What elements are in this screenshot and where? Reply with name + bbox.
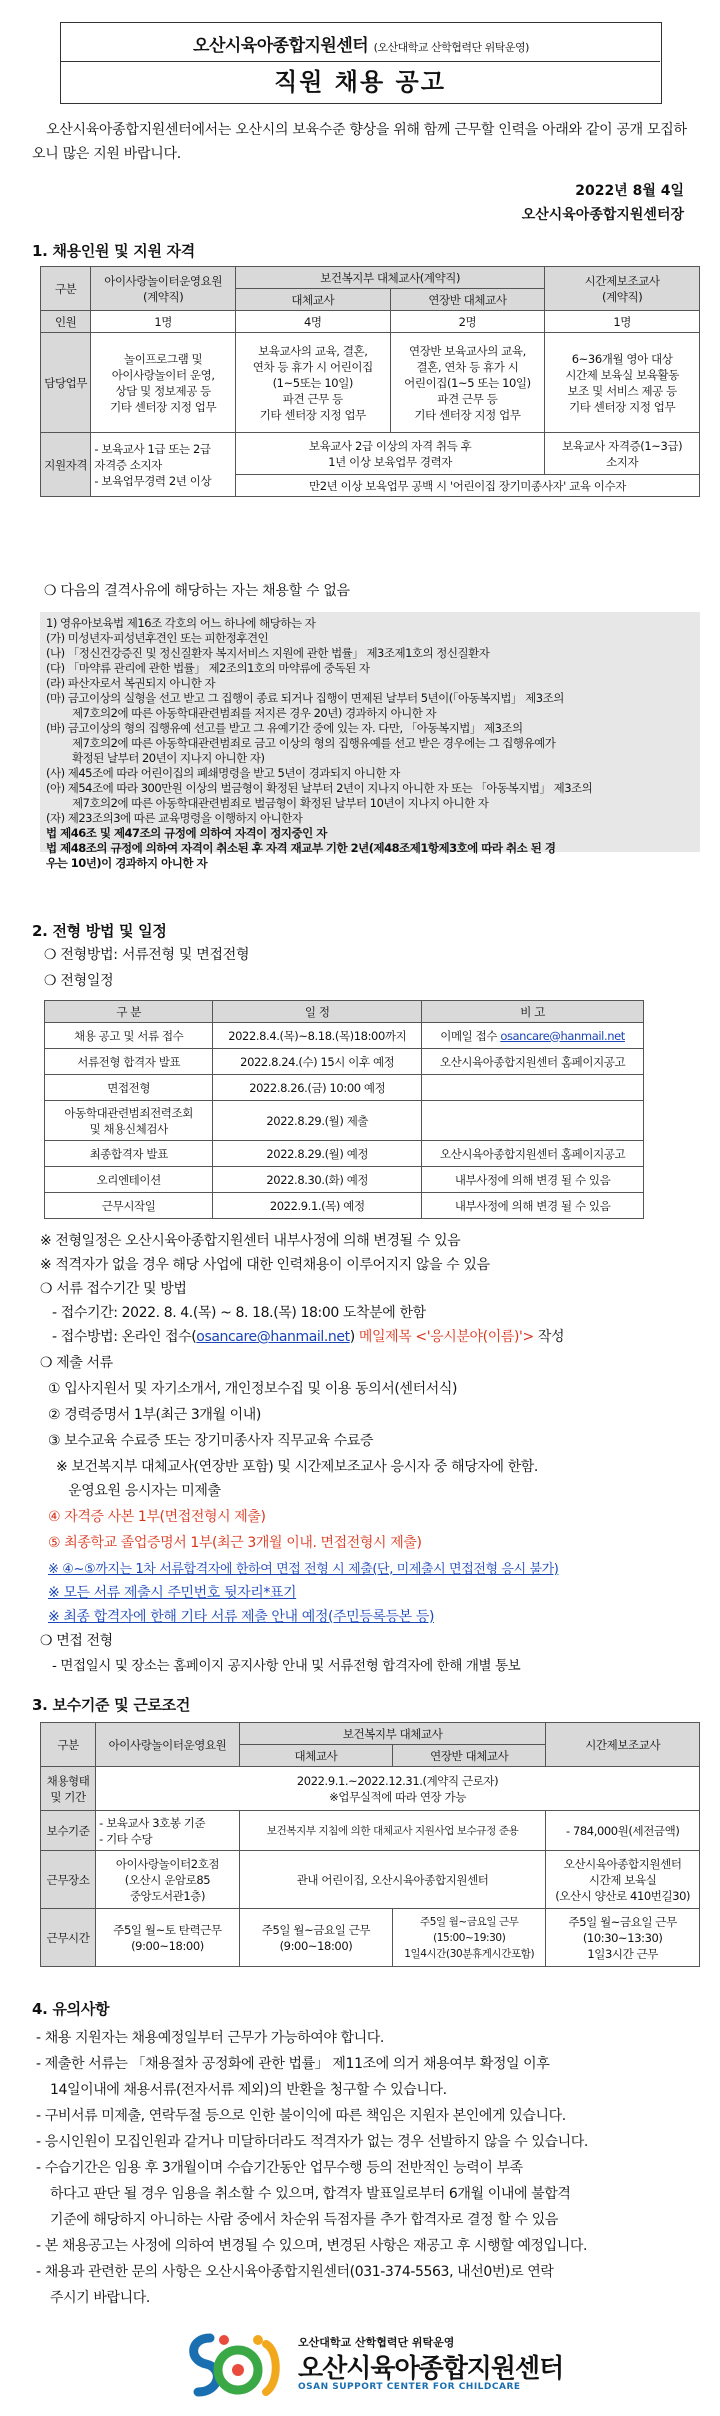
notice-date: 2022년 8월 4일 — [575, 183, 684, 199]
schedule-note: 오산시육아종합지원센터 홈페이지공고 — [422, 1049, 644, 1075]
schedule-name: 면접전형 — [45, 1075, 213, 1101]
schedule-title: ❍ 전형일정 — [44, 973, 114, 989]
qual-c1: - 보육교사 1급 또는 2급 자격증 소지자 - 보육업무경력 2년 이상 — [91, 433, 236, 497]
disqualification-box — [40, 612, 700, 870]
disq-line: 확정된 날부터 20년이 지나지 아니한 자) — [72, 751, 265, 765]
people-c3: 2명 — [390, 311, 545, 333]
footer-org-name: 오산시육아종합지원센터 — [298, 2354, 564, 2384]
footer-logo — [180, 2330, 580, 2400]
th-operator: 아이사랑놀이터운영요원 — [96, 1723, 240, 1767]
disq-line: (자) 제23조의3에 따른 교육명령을 이행하지 아니한자 — [46, 811, 303, 825]
th-div: 구분 — [41, 267, 91, 311]
place-c23: 관내 어린이집, 오산시육아종합지원센터 — [239, 1851, 546, 1909]
intro-text: 오산시육아종합지원센터에서는 오산시의 보육수준 향상을 위해 함께 근무할 인력을 아래와 같이 공개 모집하오니 많은 지원 바랍니다. — [32, 122, 687, 162]
interview-title: ❍ 면접 전형 — [40, 1633, 113, 1649]
schedule-date: 2022.8.29.(월) 예정 — [213, 1141, 422, 1167]
notice-item: 14일이내에 채용서류(전자서류 제외)의 반환을 청구할 수 있습니다. — [50, 2082, 447, 2098]
schedule-note: 내부사정에 의해 변경 될 수 있음 — [422, 1193, 644, 1219]
docs-title: ❍ 제출 서류 — [40, 1355, 113, 1371]
notice-item: 기준에 해당하지 아니하는 사람 중에서 차순위 득점자를 추가 합격자로 결정 할 수 있음 — [50, 2212, 558, 2228]
signature: 오산시육아종합지원센터장 — [521, 207, 684, 223]
email-link[interactable]: osancare@hanmail.net — [500, 1028, 625, 1043]
disq-line: 법 제48조의 규정에 의하여 자격이 취소된 후 자격 재교부 기한 2년(제48조제1항제3호에 따라 취소 된 경 — [46, 841, 556, 855]
notice-item: 하다고 판단 될 경우 임용을 취소할 수 있으며, 합격자 발표일로부터 6개월 이내에 불합격 — [50, 2186, 571, 2202]
disq-line: 제7호의2에 따른 아동학대관련범죄로 금고 이상의 형의 집행유예를 선고 받은 경우에는 그 집행유예가 — [72, 736, 556, 750]
schedule-note-2: ※ 적격자가 없을 경우 해당 사업에 대한 인력채용이 이루어지지 않을 수 있음 — [40, 1257, 490, 1273]
center-logo-icon — [180, 2330, 290, 2400]
schedule-name: 오리엔테이션 — [45, 1167, 213, 1193]
apply-method: - 접수방법: 온라인 접수(osancare@hanmail.net) 메일제목 <'응시분야(이름)'> 작성 — [52, 1329, 565, 1345]
pay-c23: 보건복지부 지침에 의한 대체교사 지원사업 보수규정 준용 — [239, 1811, 546, 1851]
section4-title: 4. 유의사항 — [32, 2000, 110, 2018]
schedule-note: 오산시육아종합지원센터 홈페이지공고 — [422, 1141, 644, 1167]
schedule-date: 2022.8.30.(화) 예정 — [213, 1167, 422, 1193]
qual-c23: 보육교사 2급 이상의 자격 취득 후 1년 이상 보육업무 경력자 — [235, 433, 544, 475]
schedule-note: 이메일 접수 osancare@hanmail.net — [422, 1023, 644, 1049]
row-qual-label: 지원자격 — [41, 433, 91, 497]
apply-period: - 접수기간: 2022. 8. 4.(목) ~ 8. 18.(목) 18:00 도착분에 한함 — [52, 1305, 426, 1321]
disq-line: (가) 미성년자·피성년후견인 또는 피한정후견인 — [46, 631, 269, 645]
notice-item: 주시기 바랍니다. — [50, 2290, 150, 2306]
schedule-note — [422, 1075, 644, 1101]
th-extended: 연장반 대체교사 — [390, 289, 545, 311]
disq-line: (다) 「마약류 관리에 관한 법률」 제2조의1호의 마약류에 중독된 자 — [46, 661, 370, 675]
qual-c4: 보육교사 자격증(1~3급) 소지자 — [545, 433, 700, 475]
disq-line: 제7호의2에 따른 아동학대관련범죄를 저지른 경우 20년) 경과하지 아니한 자 — [72, 706, 437, 720]
notice-item: - 응시인원이 모집인원과 같거나 미달하더라도 적격자가 없는 경우 선발하지 않을 수 있습니다. — [36, 2134, 588, 2150]
schedule-date: 2022.8.24.(수) 15시 이후 예정 — [213, 1049, 422, 1075]
notice-item: - 채용 지원자는 채용예정일부터 근무가 가능하여야 합니다. — [36, 2030, 384, 2046]
blue-note-1: ※ ④~⑤까지는 1차 서류합격자에 한하여 면접 전형 시 제출(단, 미제출시 면접전형 응시 불가) — [48, 1562, 559, 1577]
notice-list — [36, 2025, 706, 2311]
schedule-date: 2022.8.4.(목)~8.18.(목)18:00까지 — [213, 1023, 422, 1049]
row-period-label: 채용형태 및 기간 — [41, 1767, 96, 1811]
time-c4: 주5일 월~금요일 근무 (10:30~13:30) 1일3시간 근무 — [546, 1909, 700, 1967]
th-extended: 연장반 대체교사 — [393, 1745, 546, 1767]
row-time-label: 근무시간 — [41, 1909, 96, 1967]
section2-title: 2. 전형 방법 및 일정 — [32, 922, 167, 940]
footer-org-note: 오산대학교 산학협력단 위탁운영 — [298, 2336, 455, 2349]
schedule-name: 채용 공고 및 서류 접수 — [45, 1023, 213, 1049]
time-c1: 주5일 월~토 탄력근무 (9:00~18:00) — [96, 1909, 240, 1967]
time-c3: 주5일 월~금요일 근무 (15:00~19:30) 1일4시간(30분휴게시간포함) — [393, 1909, 546, 1967]
notice-item: - 구비서류 미제출, 연락두절 등으로 인한 불이익에 따른 책임은 지원자 본인에게 있습니다. — [36, 2108, 566, 2124]
schedule-table — [44, 1000, 644, 1219]
th-group: 보건복지부 대체교사 — [239, 1723, 546, 1745]
th-substitute: 대체교사 — [235, 289, 390, 311]
doc-item: ③ 보수교육 수료증 또는 장기미종사자 직무교육 수료증 — [48, 1433, 374, 1449]
doc-item-4: ④ 자격증 사본 1부(면접전형시 제출) — [48, 1509, 266, 1525]
people-c1: 1명 — [91, 311, 236, 333]
th-parttime: 시간제보조교사 (계약직) — [545, 267, 700, 311]
th-substitute: 대체교사 — [239, 1745, 392, 1767]
doc-item: ② 경력증명서 1부(최근 3개월 이내) — [48, 1407, 261, 1423]
org-name: 오산시육아종합지원센터 (오산대학교 산학협력단 위탁운영) — [193, 36, 529, 56]
duty-c4: 6~36개월 영아 대상 시간제 보육실 보육활동 보조 및 서비스 제공 등 기타 센터장 지정 업무 — [545, 333, 700, 433]
schedule-name: 근무시작일 — [45, 1193, 213, 1219]
pay-c1: - 보육교사 3호봉 기준 - 기타 수당 — [96, 1811, 240, 1851]
apply-email-link[interactable]: osancare@hanmail.net — [196, 1329, 350, 1345]
th-div: 구분 — [41, 1723, 96, 1767]
disq-line: 제7호의2에 따른 아동학대관련범죄로 벌금형이 확정된 날부터 10년이 지나지 아니한 자 — [72, 796, 489, 810]
time-c2: 주5일 월~금요일 근무 (9:00~18:00) — [239, 1909, 392, 1967]
mail-subject-rule: 메일제목 <'응시분야(이름)'> — [358, 1329, 534, 1345]
recruit-table — [40, 266, 700, 497]
period-text: 2022.9.1.~2022.12.31.(계약직 근로자) ※업무실적에 따라 연장 가능 — [96, 1767, 700, 1811]
blue-note-3: ※ 최종 합격자에 한해 기타 서류 제출 안내 예정(주민등록등본 등) — [48, 1609, 435, 1625]
method-line: ❍ 전형방법: 서류전형 및 면접전형 — [44, 947, 250, 963]
footer-org-en: OSAN SUPPORT CENTER FOR CHILDCARE — [298, 2382, 521, 2392]
people-c2: 4명 — [235, 311, 390, 333]
disq-title: ❍ 다음의 결격사유에 해당하는 자는 채용할 수 없음 — [44, 583, 350, 599]
disq-line: (바) 금고이상의 형의 집행유예 선고를 받고 그 유예기간 중에 있는 자. 다만, 「아동복지법」 제3조의 — [46, 721, 523, 735]
schedule-name: 서류전형 합격자 발표 — [45, 1049, 213, 1075]
duty-c3: 연장반 보육교사의 교육, 결혼, 연차 등 휴가 시 어린이집(1~5 또는 10일) 파견 근무 등 기타 센터장 지정 업무 — [390, 333, 545, 433]
disq-line: 1) 영유아보육법 제16조 각호의 어느 하나에 해당하는 자 — [46, 616, 316, 630]
row-duty-label: 담당업무 — [41, 333, 91, 433]
schedule-note — [422, 1101, 644, 1141]
schedule-date: 2022.8.29.(월) 제출 — [213, 1101, 422, 1141]
schedule-date: 2022.9.1.(목) 예정 — [213, 1193, 422, 1219]
doc-item: 운영요원 응시자는 미제출 — [56, 1483, 221, 1499]
notice-item: - 제출한 서류는 「채용절차 공정화에 관한 법률」 제11조에 의거 채용여부 확정일 이후 — [36, 2056, 550, 2072]
place-c4: 오산시육아종합지원센터 시간제 보육실 (오산시 양산로 410번길30) — [546, 1851, 700, 1909]
notice-item: - 본 채용공고는 사정에 의하여 변경될 수 있으며, 변경된 사항은 재공고 후 시행할 예정입니다. — [36, 2238, 587, 2254]
th-schedule-date: 일 정 — [213, 1001, 422, 1023]
disq-line: 법 제46조 및 제47조의 규정에 의하여 자격이 정지중인 자 — [46, 826, 327, 840]
section1-title: 1. 채용인원 및 지원 자격 — [32, 242, 195, 260]
disq-line: (나) 「정신건강증진 및 정신질환자 복지서비스 지원에 관한 법률」 제3조제1호의 정신질환자 — [46, 646, 490, 660]
pay-c4: - 784,000원(세전금액) — [546, 1811, 700, 1851]
th-parttime: 시간제보조교사 — [546, 1723, 700, 1767]
th-schedule-note: 비 고 — [422, 1001, 644, 1023]
schedule-name: 최종합격자 발표 — [45, 1141, 213, 1167]
duty-c1: 놀이프로그램 및 아이사랑놀이터 운영, 상담 및 정보제공 등 기타 센터장 지정 업무 — [91, 333, 236, 433]
notice-item: - 수습기간은 임용 후 3개월이며 수습기간동안 업무수행 등의 전반적인 능력이 부족 — [36, 2160, 523, 2176]
page-title: 직원 채용 공고 — [60, 61, 660, 102]
row-place-label: 근무장소 — [41, 1851, 96, 1909]
qual-common: 만2년 이상 보육업무 공백 시 '어린이집 장기미종사자' 교육 이수자 — [235, 475, 699, 497]
disq-line: 우는 10년)이 경과하지 아니한 자 — [46, 856, 208, 870]
row-pay-label: 보수기준 — [41, 1811, 96, 1851]
th-operator: 아이사랑놀이터운영요원 (계약직) — [91, 267, 236, 311]
disq-line: (아) 제54조에 따라 300만원 이상의 벌금형이 확정된 날부터 2년이 지나지 아니한 자 또는 「아동복지법」 제3조의 — [46, 781, 593, 795]
schedule-note-1: ※ 전형일정은 오산시육아종합지원센터 내부사정에 의해 변경될 수 있음 — [40, 1233, 461, 1249]
section3-title: 3. 보수기준 및 근로조건 — [32, 1696, 191, 1714]
disq-line: (마) 금고이상의 실형을 선고 받고 그 집행이 종료 되거나 집행이 면제된 날부터 5년이(「아동복지법」 제3조의 — [46, 691, 564, 705]
apply-title: ❍ 서류 접수기간 및 방법 — [40, 1281, 187, 1297]
doc-item: ① 입사지원서 및 자기소개서, 개인정보수집 및 이용 동의서(센터서식) — [48, 1381, 458, 1397]
th-schedule-name: 구 분 — [45, 1001, 213, 1023]
pay-table — [40, 1722, 700, 1967]
duty-c2: 보육교사의 교육, 결혼, 연차 등 휴가 시 어린이집 (1~5또는 10일) 파견 근무 등 기타 센터장 지정 업무 — [235, 333, 390, 433]
place-c1: 아이사랑놀이터2호점 (오산시 운암로85 중앙도서관1층) — [96, 1851, 240, 1909]
disq-line: (라) 파산자로서 복권되지 아니한 자 — [46, 676, 216, 690]
disq-line: (사) 제45조에 따라 어린이집의 폐쇄명령을 받고 5년이 경과되지 아니한 자 — [46, 766, 400, 780]
blue-note-2: ※ 모든 서류 제출시 주민번호 뒷자리*표기 — [48, 1585, 297, 1601]
header-box — [60, 22, 662, 104]
doc-item-5: ⑤ 최종학교 졸업증명서 1부(최근 3개월 이내. 면접전형시 제출) — [48, 1535, 422, 1551]
th-group: 보건복지부 대체교사(계약직) — [235, 267, 544, 289]
people-c4: 1명 — [545, 311, 700, 333]
org-note: (오산대학교 산학협력단 위탁운영) — [373, 41, 529, 54]
interview-text: - 면접일시 및 장소는 홈페이지 공지사항 안내 및 서류전형 합격자에 한해 개별 통보 — [52, 1658, 521, 1674]
notice-item: - 채용과 관련한 문의 사항은 오산시육아종합지원센터(031-374-5563, 내선0번)로 연락 — [36, 2264, 554, 2280]
doc-item: ※ 보건복지부 대체교사(연장반 포함) 및 시간제보조교사 응시자 중 해당자에 한함. — [56, 1459, 538, 1475]
row-people-label: 인원 — [41, 311, 91, 333]
schedule-date: 2022.8.26.(금) 10:00 예정 — [213, 1075, 422, 1101]
schedule-note: 내부사정에 의해 변경 될 수 있음 — [422, 1167, 644, 1193]
schedule-name: 아동학대관련범죄전력조회 및 채용신체검사 — [45, 1101, 213, 1141]
